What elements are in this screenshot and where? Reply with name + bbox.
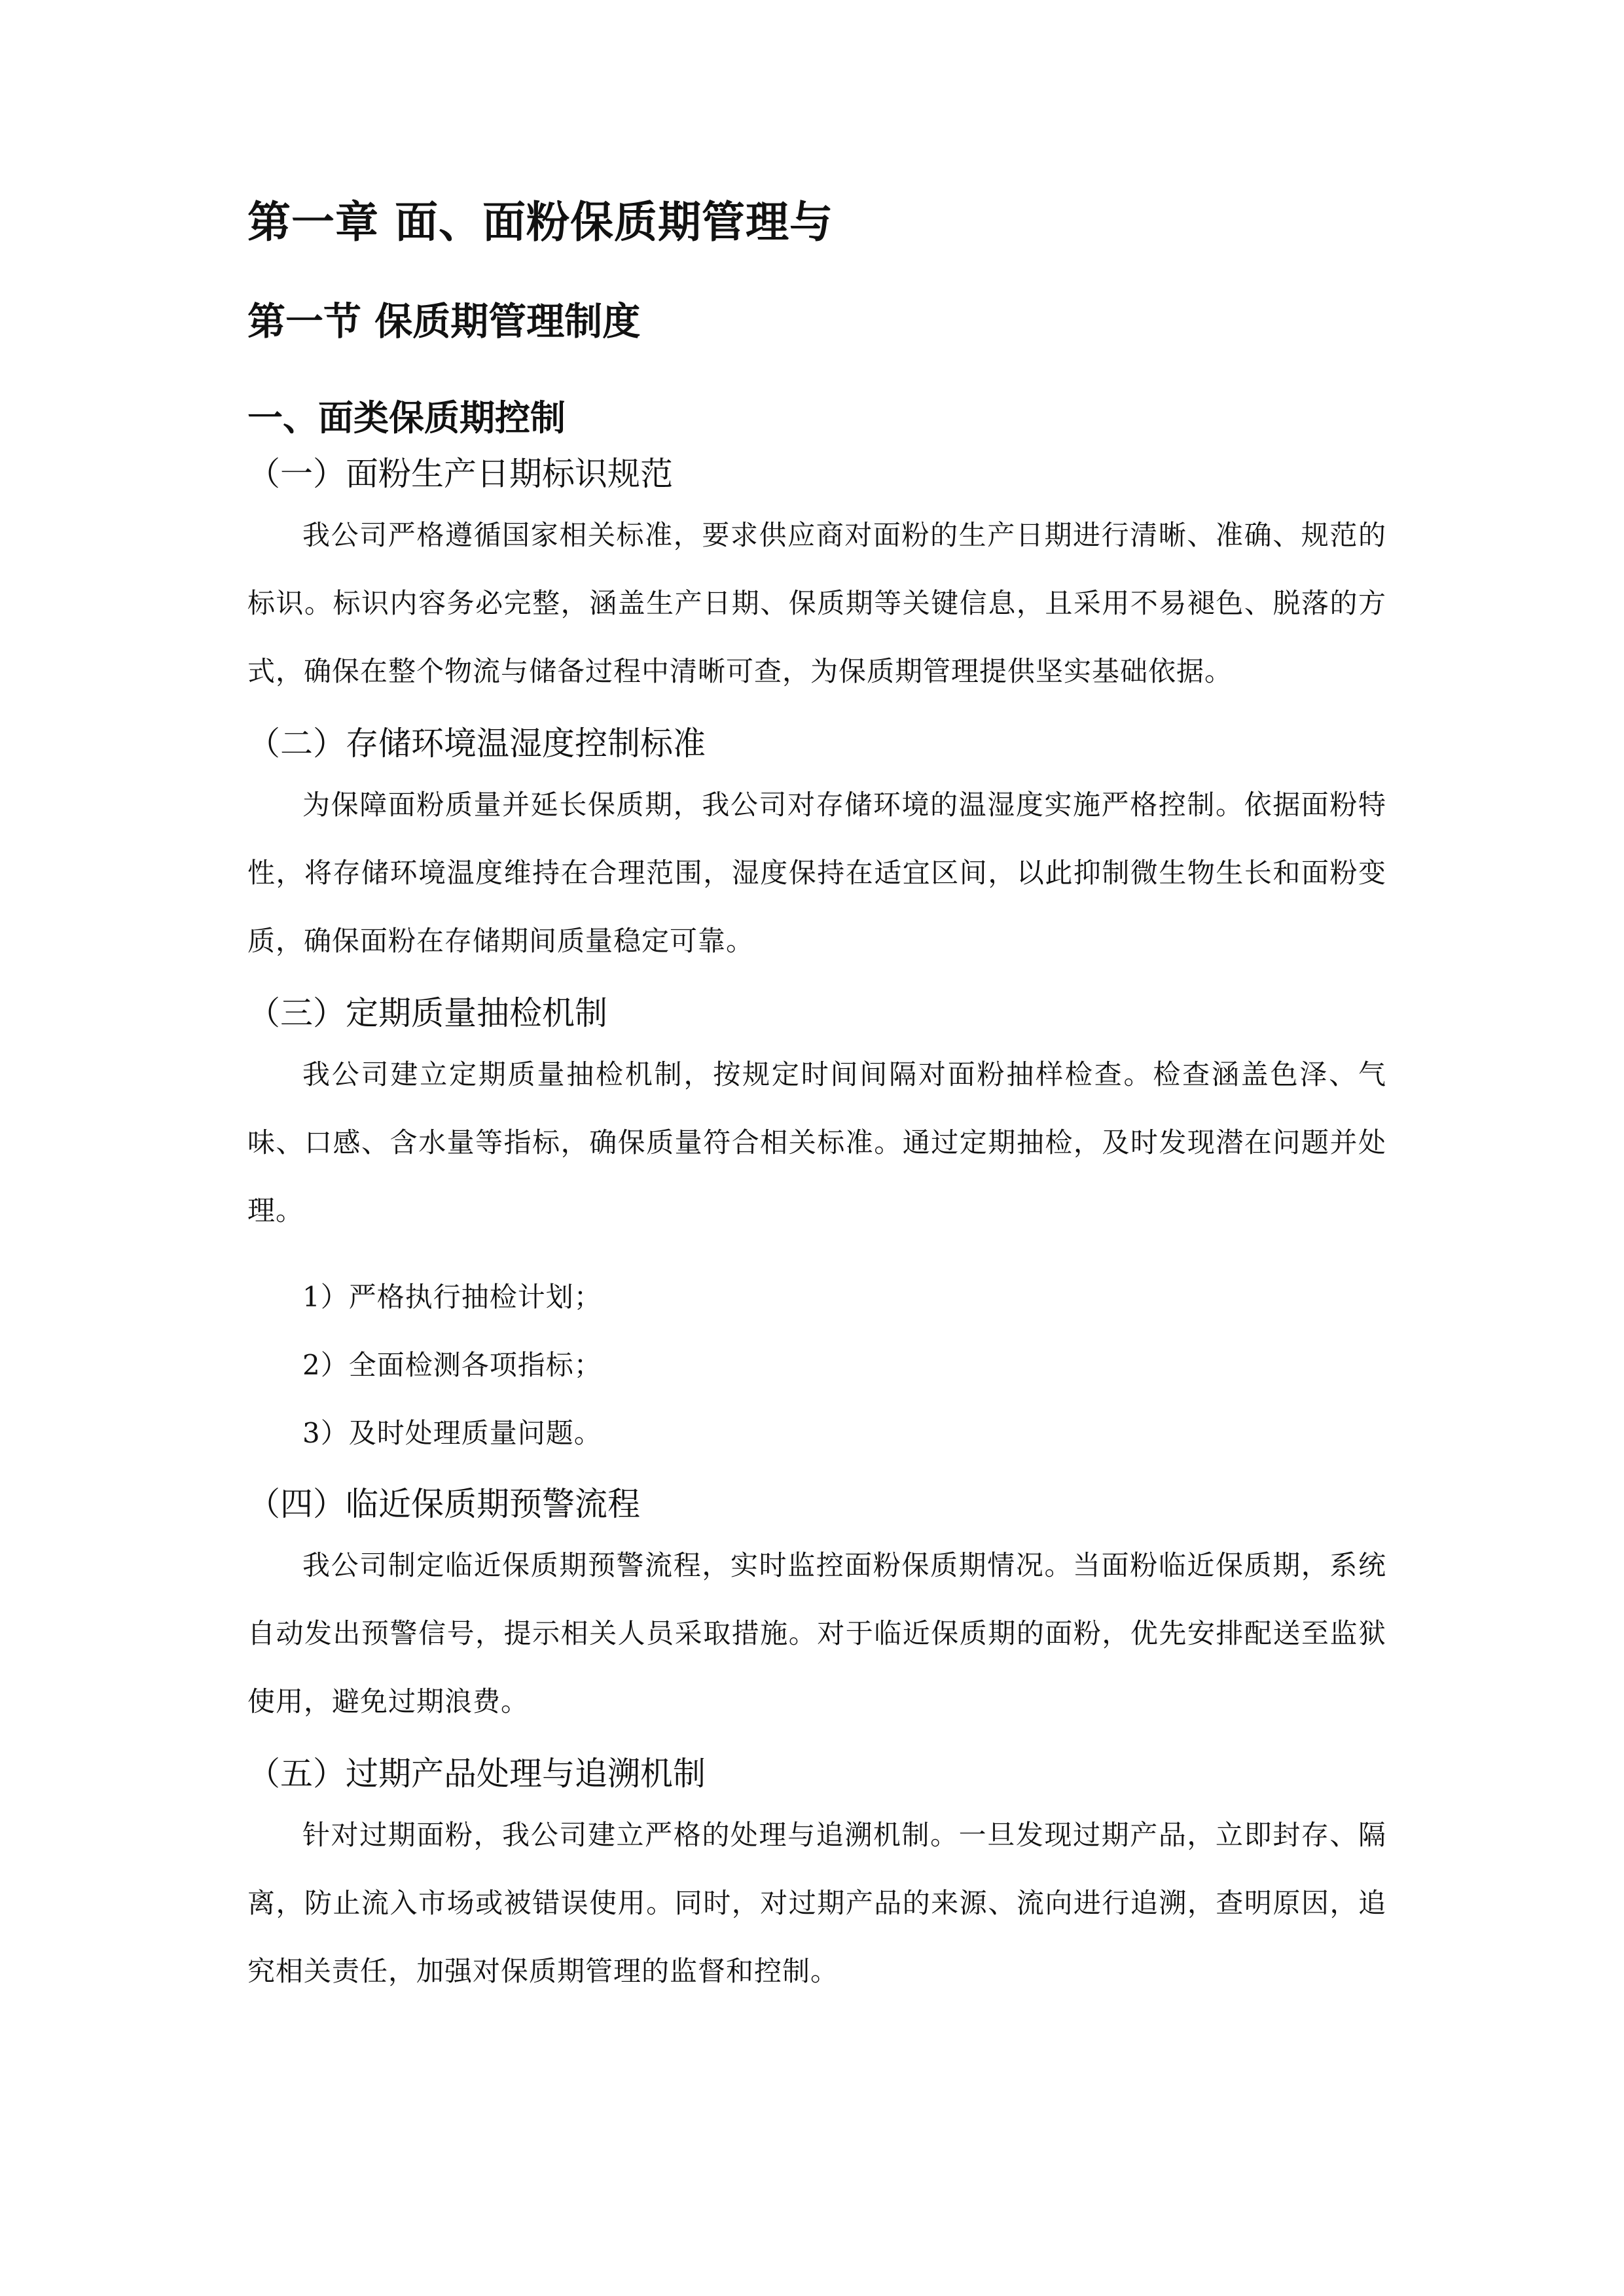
- item-block-5: [247, 1754, 1386, 2005]
- item-title-3: （三）定期质量抽检机制: [247, 994, 607, 1032]
- item-paragraph-5: 针对过期面粉，我公司建立严格的处理与追溯机制。一旦发现过期产品，立即封存、隔离，防止流入市场或被错误使用。同时，对过期产品的来源、流向进行追溯，查明原因，追究相关责任，加强对保质期管理的监督和控制。: [247, 1818, 1386, 1987]
- item-block-1: [247, 454, 1386, 706]
- item-paragraph-4: 我公司制定临近保质期预警流程，实时监控面粉保质期情况。当面粉临近保质期，系统自动发出预警信号，提示相关人员采取措施。对于临近保质期的面粉，优先安排配送至监狱使用，避免过期浪费。: [247, 1549, 1386, 1717]
- item-title-2: （二）存储环境温湿度控制标准: [247, 724, 706, 762]
- item-paragraph-3: 我公司建立定期质量抽检机制，按规定时间间隔对面粉抽样检查。检查涵盖色泽、气味、口感、含水量等指标，确保质量符合相关标准。通过定期抽检，及时发现潜在问题并处理。: [247, 1058, 1386, 1227]
- chapter-title: 第一章 面、面粉保质期管理与: [247, 197, 833, 247]
- list-item: 3）及时处理质量问题。: [302, 1416, 602, 1449]
- list-item: 2）全面检测各项指标；: [302, 1348, 602, 1381]
- document-page: [247, 196, 1386, 2024]
- item-block-3: [247, 994, 1386, 1467]
- list-item: 1）严格执行抽检计划；: [302, 1280, 602, 1313]
- section-title: 第一节 保质期管理制度: [247, 299, 641, 344]
- item-paragraph-2: 为保障面粉质量并延长保质期，我公司对存储环境的温湿度实施严格控制。依据面粉特性，将存储环境温度维持在合理范围，湿度保持在适宜区间，以此抑制微生物生长和面粉变质，确保面粉在存储期间质量稳定可靠。: [247, 788, 1386, 957]
- item-paragraph-1: 我公司严格遵循国家相关标准，要求供应商对面粉的生产日期进行清晰、准确、规范的标识。标识内容务必完整，涵盖生产日期、保质期等关键信息，且采用不易褪色、脱落的方式，确保在整个物流与储备过程中清晰可查，为保质期管理提供坚实基础依据。: [247, 518, 1386, 687]
- item-block-2: [247, 724, 1386, 975]
- item-block-4: [247, 1484, 1386, 1736]
- item-title-5: （五）过期产品处理与追溯机制: [247, 1754, 706, 1793]
- item-title-1: （一）面粉生产日期标识规范: [247, 454, 673, 493]
- check-list: [247, 1263, 1386, 1467]
- item-title-4: （四）临近保质期预警流程: [247, 1484, 640, 1523]
- subsection-title: 一、面类保质期控制: [247, 397, 566, 439]
